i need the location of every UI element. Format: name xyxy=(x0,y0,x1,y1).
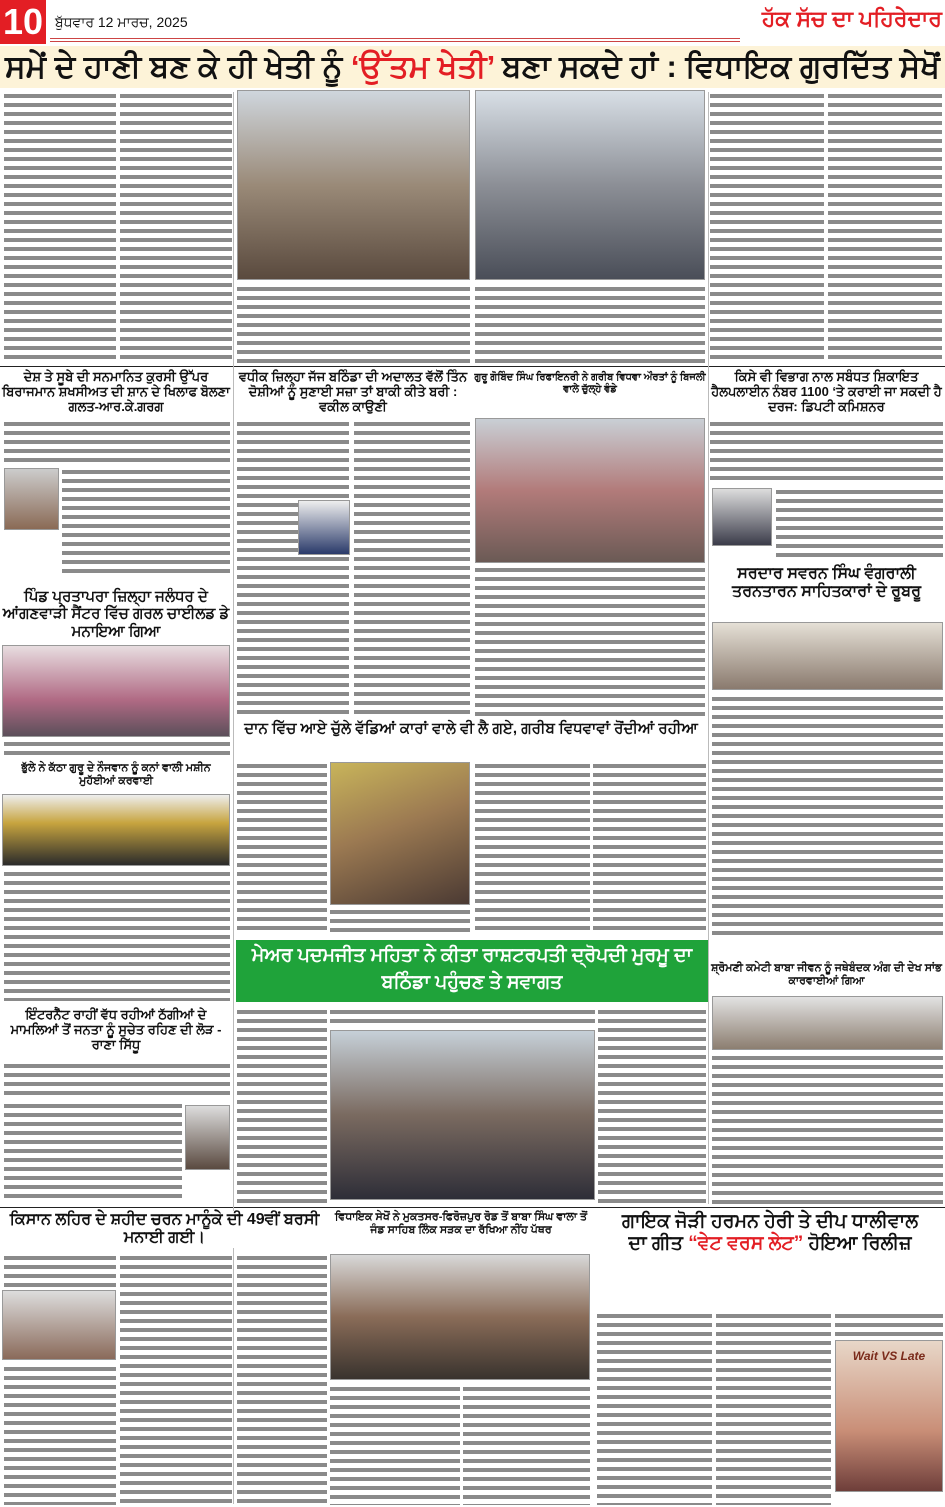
photo-president-welcome xyxy=(330,1030,595,1200)
story-court-body2 xyxy=(354,420,470,715)
headline-manuke-barsi: ਕਿਸਾਨ ਲਹਿਰ ਦੇ ਸ਼ਹੀਦ ਚਰਨ ਮਾਨੂੰਕੇ ਦੀ 49ਵੀਂ ਬਰਸੀ ਮਨਾਈ ਗਈ। xyxy=(2,1211,327,1248)
photo-deputy-commissioner xyxy=(712,488,772,546)
story-court-body1 xyxy=(237,420,349,715)
divider xyxy=(0,366,945,367)
headline-court: ਵਧੀਕ ਜ਼ਿਲ੍ਹਾ ਜੱਜ ਬਠਿੰਡਾ ਦੀ ਅਦਾਲਤ ਵੱਲੋਂ ਤਿੰਨ ਦੋਸ਼ੀਆਂ ਨੂੰ ਸੁਣਾਈ ਸਜ਼ਾ ਤਾਂ ਬਾਕੀ ਕੀਤੇ ਬਰੀ : ਵਕੀਲ ਕਾਉਣੀ xyxy=(236,370,470,415)
photo-manuke xyxy=(2,1290,116,1360)
lead-body-col1 xyxy=(4,92,116,362)
newspaper-logo: ਹੱਕ ਸੱਚ ਦਾ ਪਹਿਰੇਦਾਰ xyxy=(761,6,942,31)
headline-internet-fraud: ਇੰਟਰਨੈੱਟ ਰਾਹੀਂ ਵੱਧ ਰਹੀਆਂ ਠੱਗੀਆਂ ਦੇ ਮਾਮਲਿਆਂ ਤੋਂ ਜਨਤਾ ਨੂੰ ਸੁਚੇਤ ਰਹਿਣ ਦੀ ਲੋੜ - ਰਾਣਾ ਸਿੱਧੂ xyxy=(2,1008,230,1053)
lead-body-col2 xyxy=(120,92,232,362)
lead-body-col4 xyxy=(475,285,705,363)
story-fraud-body xyxy=(4,1062,230,1100)
lead-body-col5 xyxy=(710,92,824,362)
headline-refinery: ਗੁਰੂ ਗੋਬਿੰਦ ਸਿੰਘ ਰਿਫਾਇਨਰੀ ਨੇ ਗਰੀਬ ਵਿਧਵਾ ਔਰਤਾਂ ਨੂੰ ਬਿਜਲੀ ਵਾਲੇ ਚੁੱਲ੍ਹੇ ਵੰਡੇ xyxy=(474,372,706,395)
header-rule xyxy=(50,38,740,42)
headline-sgpc: ਸ਼੍ਰੋਮਣੀ ਕਮੇਟੀ ਬਾਬਾ ਜੀਵਨ ਨੂੰ ਜਥੇਬੰਦਕ ਅੰਗ ਦੀ ਦੇਖ ਸਾਂਭ ਕਾਰਵਾਈਆਂ ਗਿਆ xyxy=(711,962,942,987)
story-refinery-body xyxy=(475,566,705,716)
song-headline-line1: ਗਾਇਕ ਜੋੜੀ ਹਰਮਨ ਹੇਰੀ ਤੇ ਦੀਪ ਧਾਲੀਵਾਲ xyxy=(621,1211,919,1232)
lead-body-col3 xyxy=(237,285,470,363)
headline-president-banner: ਮੇਅਰ ਪਦਮਜੀਤ ਮਹਿਤਾ ਨੇ ਕੀਤਾ ਰਾਸ਼ਟਰਪਤੀ ਦ੍ਰੋਪਦੀ ਮੁਰਮੂ ਦਾ ਬਠਿੰਡਾ ਪਹੁੰਚਣ ਤੇ ਸਵਾਗਤ xyxy=(236,940,708,1002)
photo-rk-garg xyxy=(4,468,59,530)
headline-hearing-machine: ਭੁੱਲੇ ਨੇ ਕੱਠਾ ਗੁਰੂ ਦੇ ਨੌਜਵਾਨ ਨੂੰ ਕਨਾਂ ਵਾਲੀ ਮਸ਼ੀਨ ਮੁਹੱਈਆਂ ਕਰਵਾਈ xyxy=(2,762,230,787)
headline-vangrali: ਸਰਦਾਰ ਸਵਰਨ ਸਿੰਘ ਵੰਗਰਾਲੀ ਤਰਨਤਾਰਨ ਸਾਹਿਤਕਾਰਾਂ ਦੇ ਰੂਬਰੂ xyxy=(710,565,943,602)
story-song-body1 xyxy=(597,1312,712,1505)
photo-sgpc xyxy=(712,996,943,1050)
headline-garg: ਦੇਸ਼ ਤੇ ਸੂਬੇ ਦੀ ਸਨਮਾਨਿਤ ਕੁਰਸੀ ਉੱਪਰ ਬਿਰਾਜਮਾਨ ਸ਼ਖਸੀਅਤ ਦੀ ਸ਼ਾਨ ਦੇ ਖਿਲਾਫ ਬੋਲਣਾ ਗਲਤ-ਆਰ.ਕੇ.ਗਰਗ xyxy=(2,369,230,414)
column-rule xyxy=(708,92,709,1204)
lead-part1: ਸਮੇਂ ਦੇ ਹਾਣੀ ਬਣ ਕੇ ਹੀ ਖੇਤੀ ਨੂੰ xyxy=(5,49,351,84)
photo-widow xyxy=(330,762,470,905)
headline-song-release xyxy=(596,1211,944,1255)
photo-hearing-machine xyxy=(2,794,230,866)
story-president-body3 xyxy=(598,1008,706,1204)
story-anganwadi-body xyxy=(4,740,230,758)
story-hearing-body xyxy=(4,870,230,1001)
photo-sahitkar xyxy=(712,622,943,690)
headline-girl-child-day: ਪਿੰਡ ਪ੍ਰਤਾਪਰਾ ਜ਼ਿਲ੍ਹਾ ਜਲੰਧਰ ਦੇ ਆਂਗਣਵਾੜੀ ਸੈਂਟਰ ਵਿੱਚ ਗਰਲ ਚਾਈਲਡ ਡੇ ਮਨਾਇਆ ਗਿਆ xyxy=(2,588,230,640)
story-helpline-body xyxy=(710,420,943,485)
photo-stove-distribution xyxy=(475,418,705,563)
photo-foundation-stone xyxy=(330,1254,590,1380)
story-manuke-body1 xyxy=(4,1254,116,1287)
song-headline-line2: ਦਾ ਗੀਤ “ਵੇਟ ਵਰਸ ਲੇਟ” ਹੋਇਆ ਰਿਲੀਜ਼ xyxy=(628,1232,912,1254)
headline-helpline: ਕਿਸੇ ਵੀ ਵਿਭਾਗ ਨਾਲ ਸਬੰਧਤ ਸ਼ਿਕਾਇਤ ਹੈਲਪਲਾਈਨ ਨੰਬਰ 1100 ‘ਤੇ ਕਰਾਈ ਜਾ ਸਕਦੀ ਹੈ ਦਰਜ: ਡਿਪਟੀ ਕਮਿਸ਼ਨਰ xyxy=(711,369,942,414)
story-manuke-body2 xyxy=(120,1254,232,1504)
story-sgpc-body xyxy=(712,1054,943,1204)
page-number: 10 xyxy=(0,0,46,44)
poster-title: Wait VS Late xyxy=(852,1349,926,1363)
story-garg-body xyxy=(4,420,230,465)
divider xyxy=(0,1207,945,1208)
song-poster xyxy=(835,1340,943,1492)
photo-kauni xyxy=(298,500,350,555)
lead-highlight: ‘ਉੱਤਮ ਖੇਤੀ’ xyxy=(350,49,495,84)
headline-stoves-taken: ਦਾਨ ਵਿੱਚ ਆਏ ਚੁੱਲੇ ਵੱਡਿਆਂ ਕਾਰਾਂ ਵਾਲੇ ਵੀ ਲੈ ਗਏ, ਗਰੀਬ ਵਿਧਵਾਵਾਂ ਰੋਂਦੀਆਂ ਰਹੀਆ xyxy=(236,720,706,737)
story-president-body1 xyxy=(237,1008,327,1204)
lead-photo-felicitation xyxy=(237,90,470,280)
story-song-body3 xyxy=(835,1312,943,1336)
story-stoves-body4 xyxy=(593,762,706,934)
story-road-body2 xyxy=(463,1385,590,1505)
story-manuke-body4 xyxy=(237,1254,327,1504)
lead-headline xyxy=(0,46,945,88)
story-helpline-body2 xyxy=(776,488,943,558)
story-vangrali-body xyxy=(712,695,943,935)
lead-part2: ਬਣਾ ਸਕਦੇ ਹਾਂ : ਵਿਧਾਇਕ ਗੁਰਦਿੱਤ ਸੇਖੋਂ xyxy=(494,49,940,84)
story-fraud-body2 xyxy=(4,1102,182,1202)
story-garg-body2 xyxy=(62,468,230,578)
issue-date: ਬੁੱਧਵਾਰ 12 ਮਾਰਚ, 2025 xyxy=(55,14,188,30)
photo-anganwadi xyxy=(2,645,230,737)
story-song-body2 xyxy=(716,1312,831,1505)
photo-rana-sidhu xyxy=(185,1105,230,1170)
story-president-body2 xyxy=(330,1008,595,1028)
story-manuke-body3 xyxy=(4,1365,116,1505)
story-road-body1 xyxy=(330,1385,460,1505)
lead-photo-group xyxy=(475,90,705,280)
story-stoves-body2 xyxy=(330,908,470,934)
lead-body-col6 xyxy=(828,92,942,362)
story-stoves-body1 xyxy=(237,762,327,934)
column-rule xyxy=(233,92,234,1504)
story-stoves-body3 xyxy=(475,762,590,934)
headline-link-road: ਵਿਧਾਇਕ ਸੇਖੋਂ ਨੇ ਮੁਕਤਸਰ-ਫਿਰੋਜ਼ਪੁਰ ਰੋਡ ਤੋਂ ਬਾਬਾ ਸਿੰਘ ਵਾਲਾ ਤੋਂ ਜੰਡ ਸਾਹਿਬ ਲਿੰਕ ਸੜਕ ਦਾ ਰੱਖਿਆ ਨੀਂਹ ਪੱਥਰ xyxy=(332,1211,590,1236)
